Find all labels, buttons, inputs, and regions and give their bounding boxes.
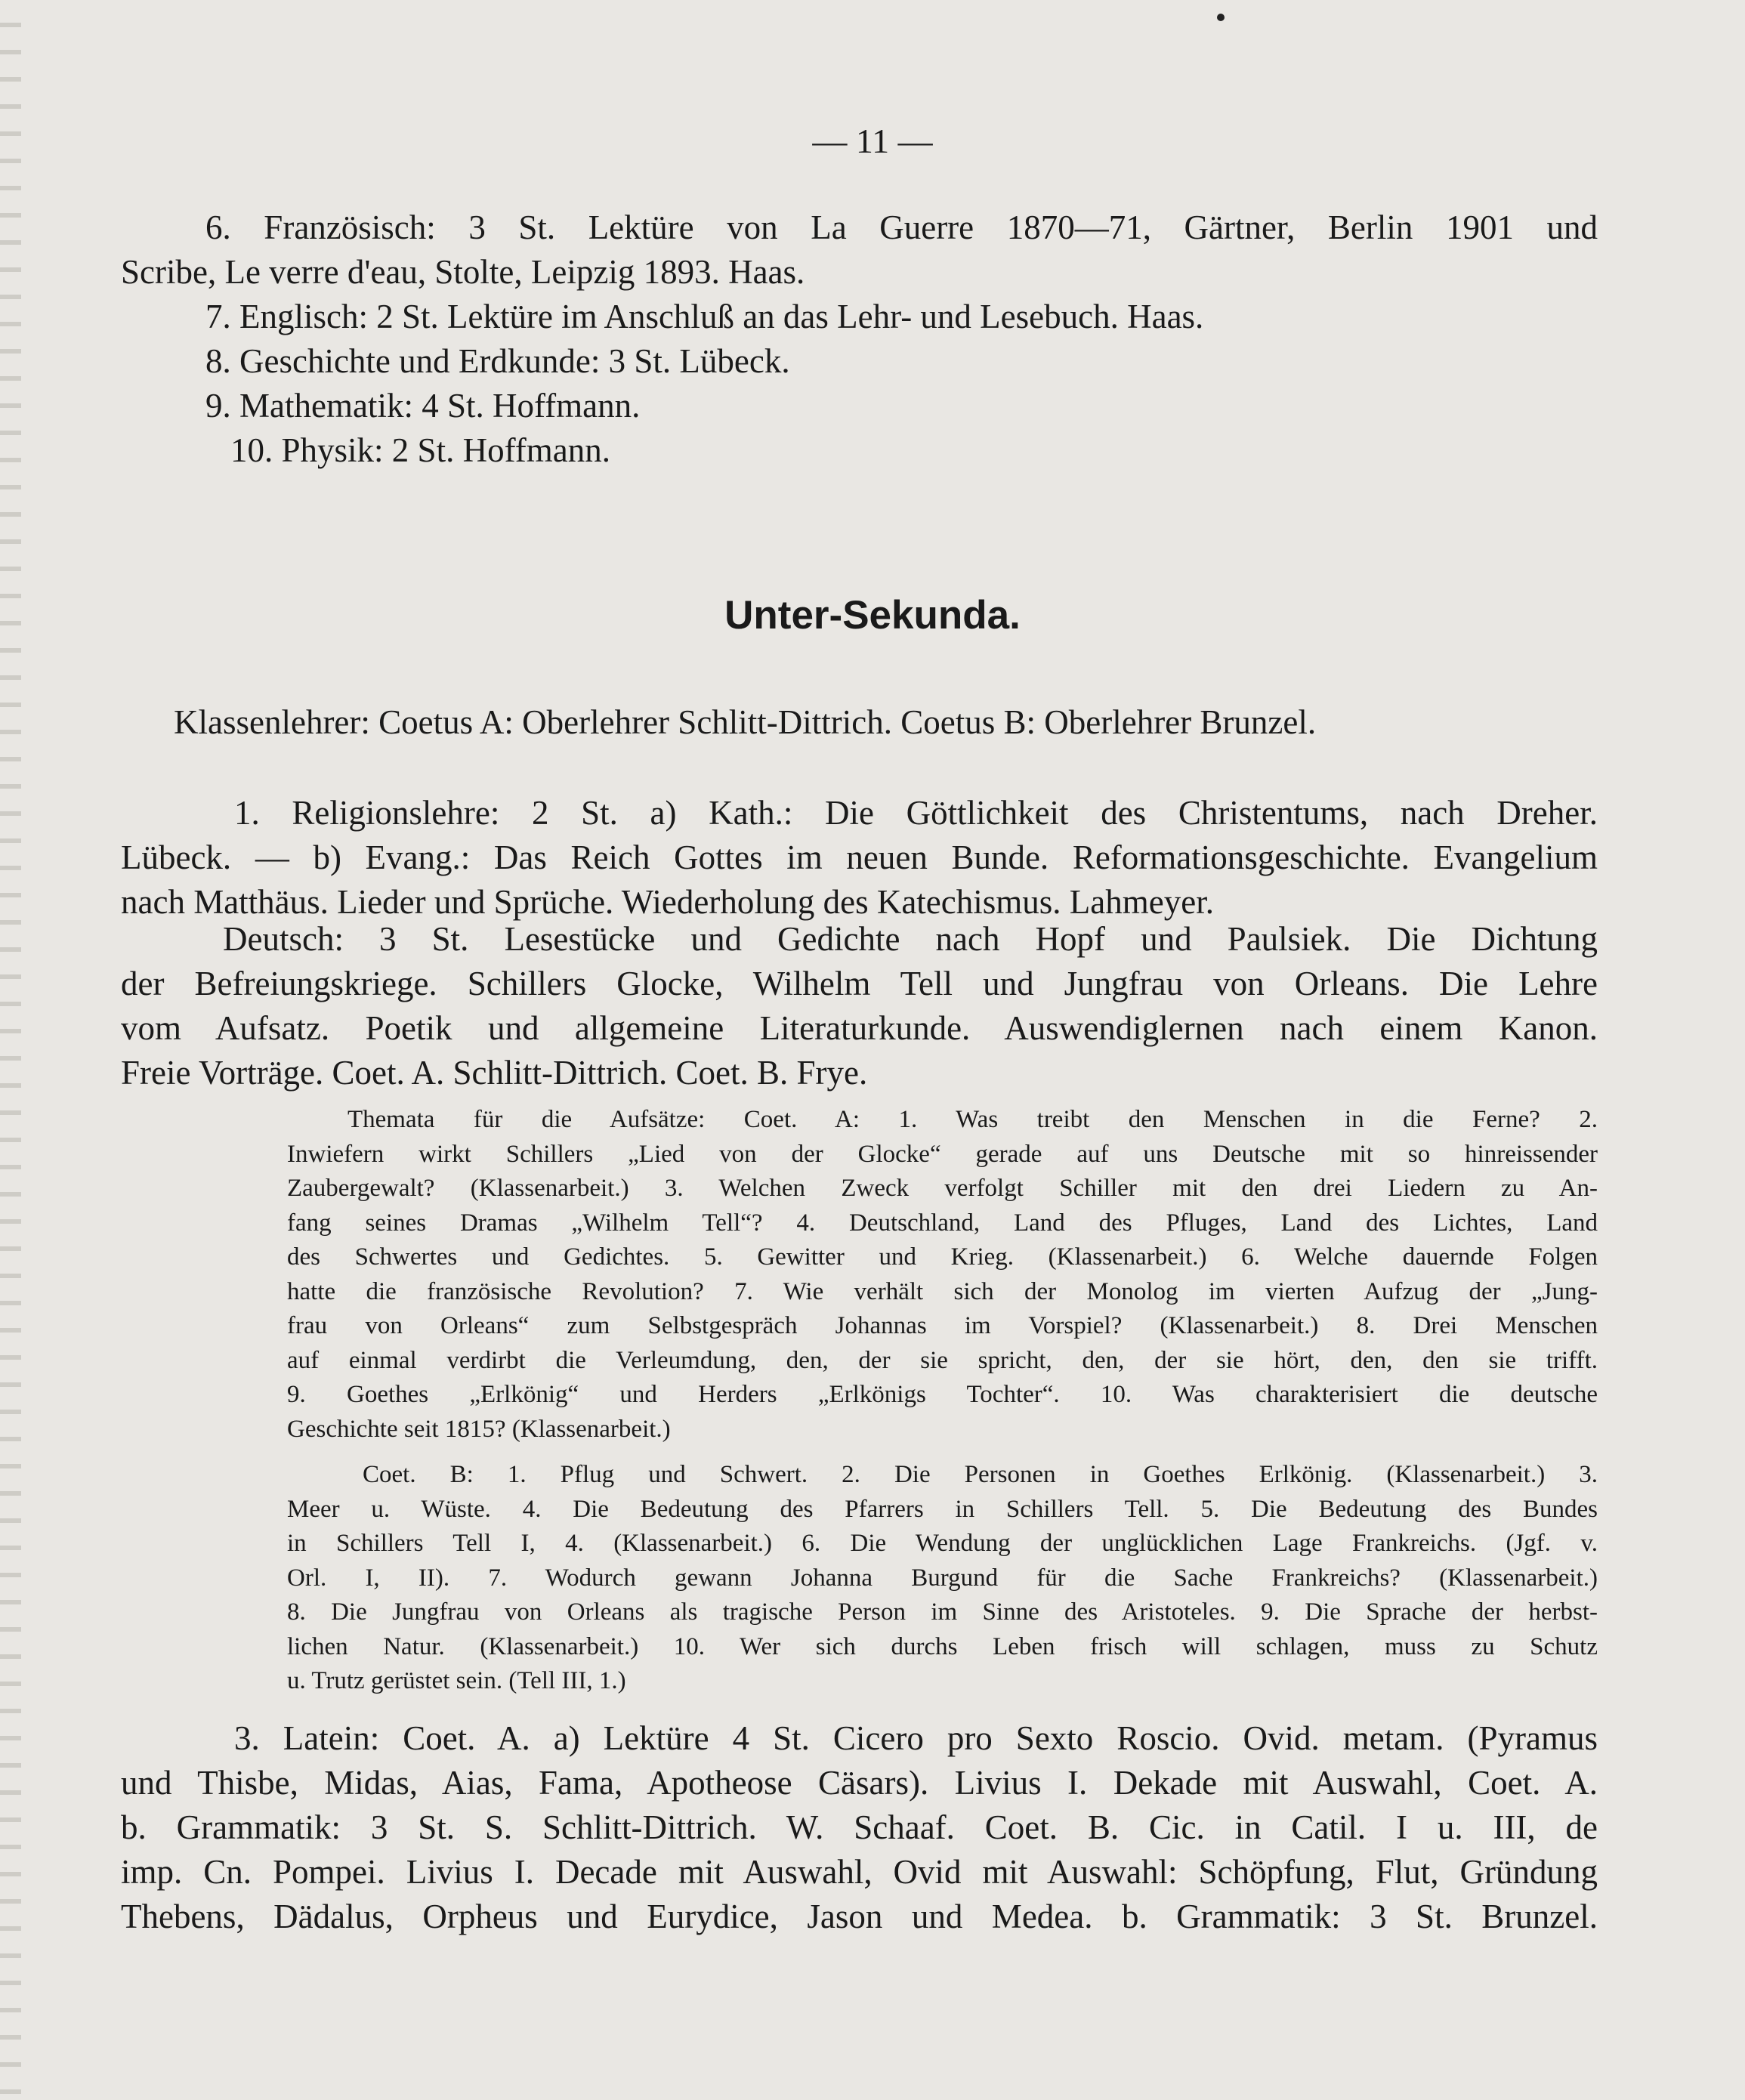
text-line: 8. Geschichte und Erdkunde: 3 St. Lübeck. [205, 342, 790, 380]
binding-edge [0, 0, 21, 2100]
text-line: 1. Religionslehre: 2 St. a) Kath.: Die Göttlichkeit des Christentums, nach Dreher. [234, 794, 1598, 832]
themata-coetus-a [287, 1103, 1598, 1447]
text-line: frau von Orleans“ zum Selbstgespräch Johannas im Vorspiel? (Klassenarbeit.) 8. Drei Menschen [287, 1312, 1598, 1339]
page-number: — 11 — [812, 122, 933, 160]
text-line: auf einmal verdirbt die Verleumdung, den, der sie spricht, den, der sie hört, den, den sie trifft. [287, 1346, 1598, 1374]
text-line: Thebens, Dädalus, Orpheus und Eurydice, Jason und Medea. b. Grammatik: 3 St. Brunzel. [121, 1898, 1598, 1935]
text-line: Geschichte seit 1815? (Klassenarbeit.) [287, 1415, 671, 1443]
text-line: imp. Cn. Pompei. Livius I. Decade mit Auswahl, Ovid mit Auswahl: Schöpfung, Flut, Gründung [121, 1853, 1598, 1891]
themata-coetus-b [287, 1458, 1598, 1699]
text-line: Freie Vorträge. Coet. A. Schlitt-Dittrich. Coet. B. Frye. [121, 1054, 868, 1092]
text-line: b. Grammatik: 3 St. S. Schlitt-Dittrich. W. Schaaf. Coet. B. Cic. in Catil. I u. III, de [121, 1808, 1598, 1846]
ink-speck [1217, 14, 1225, 21]
latein-paragraph [121, 1716, 1598, 1939]
text-line: nach Matthäus. Lieder und Sprüche. Wiederholung des Katechismus. Lahmeyer. [121, 883, 1214, 921]
text-line: lichen Natur. (Klassenarbeit.) 10. Wer sich durchs Leben frisch will schlagen, muss zu Schutz [287, 1632, 1598, 1660]
text-line: 3. Latein: Coet. A. a) Lektüre 4 St. Cicero pro Sexto Roscio. Ovid. metam. (Pyramus [234, 1719, 1598, 1757]
text-line: fang seines Dramas „Wilhelm Tell“? 4. Deutschland, Land des Pfluges, Land des Lichtes, Land [287, 1209, 1598, 1237]
text-line: 7. Englisch: 2 St. Lektüre im Anschluß an das Lehr- und Lesebuch. Haas. [205, 298, 1204, 335]
text-line: Zaubergewalt? (Klassenarbeit.) 3. Welchen Zweck verfolgt Schiller mit den drei Liedern zu An- [287, 1175, 1598, 1202]
text-line: Scribe, Le verre d'eau, Stolte, Leipzig 1893. Haas. [121, 253, 805, 291]
text-line: Meer u. Wüste. 4. Die Bedeutung des Pfarrers in Schillers Tell. 5. Die Bedeutung des Bundes [287, 1495, 1598, 1523]
text-line: in Schillers Tell I, 4. (Klassenarbeit.) 6. Die Wendung der unglücklichen Lage Frankreichs. (Jgf. v. [287, 1530, 1598, 1557]
text-line: der Befreiungskriege. Schillers Glocke, Wilhelm Tell und Jungfrau von Orleans. Die Lehre [121, 965, 1598, 1002]
text-line: vom Aufsatz. Poetik und allgemeine Literaturkunde. Auswendiglernen nach einem Kanon. [121, 1009, 1598, 1047]
text-line: Deutsch: 3 St. Lesestücke und Gedichte nach Hopf und Paulsiek. Die Dichtung [223, 920, 1598, 958]
deutsch-paragraph [121, 917, 1598, 1095]
text-line: 8. Die Jungfrau von Orleans als tragische Person im Sinne des Aristoteles. 9. Die Sprache der herbst- [287, 1598, 1598, 1626]
text-line: 9. Goethes „Erlkönig“ und Herders „Erlkönigs Tochter“. 10. Was charakterisiert die deutsche [287, 1381, 1598, 1408]
text-line: des Schwertes und Gedichtes. 5. Gewitter und Krieg. (Klassenarbeit.) 6. Welche dauernde Folgen [287, 1243, 1598, 1271]
religion-paragraph [121, 791, 1598, 925]
subject-list-top [121, 205, 1598, 473]
text-line: 9. Mathematik: 4 St. Hoffmann. [205, 387, 641, 425]
section-heading: Unter-Sekunda. [724, 593, 1021, 638]
text-line: Lübeck. — b) Evang.: Das Reich Gottes im neuen Bunde. Reformationsgeschichte. Evangelium [121, 838, 1598, 876]
text-line: und Thisbe, Midas, Aias, Fama, Apotheose Cäsars). Livius I. Dekade mit Auswahl, Coet. A. [121, 1764, 1598, 1802]
text-line: Coet. B: 1. Pflug und Schwert. 2. Die Personen in Goethes Erlkönig. (Klassenarbeit.) 3. [363, 1461, 1598, 1488]
text-line: 10. Physik: 2 St. Hoffmann. [230, 431, 610, 469]
text-line: Orl. I, II). 7. Wodurch gewann Johanna Burgund für die Sache Frankreichs? (Klassenarbeit.) [287, 1564, 1598, 1592]
class-teacher: Klassenlehrer: Coetus A: Oberlehrer Schlitt-Dittrich. Coetus B: Oberlehrer Brunzel. [174, 703, 1317, 741]
text-line: Inwiefern wirkt Schillers „Lied von der Glocke“ gerade auf uns Deutsche mit so hinreissender [287, 1140, 1598, 1168]
text-line: hatte die französische Revolution? 7. Wie verhält sich der Monolog im vierten Aufzug der „Jung- [287, 1277, 1598, 1305]
text-line: Themata für die Aufsätze: Coet. A: 1. Was treibt den Menschen in die Ferne? 2. [347, 1106, 1598, 1133]
text-line: 6. Französisch: 3 St. Lektüre von La Guerre 1870—71, Gärtner, Berlin 1901 und [205, 208, 1598, 246]
text-line: u. Trutz gerüstet sein. (Tell III, 1.) [287, 1667, 626, 1694]
